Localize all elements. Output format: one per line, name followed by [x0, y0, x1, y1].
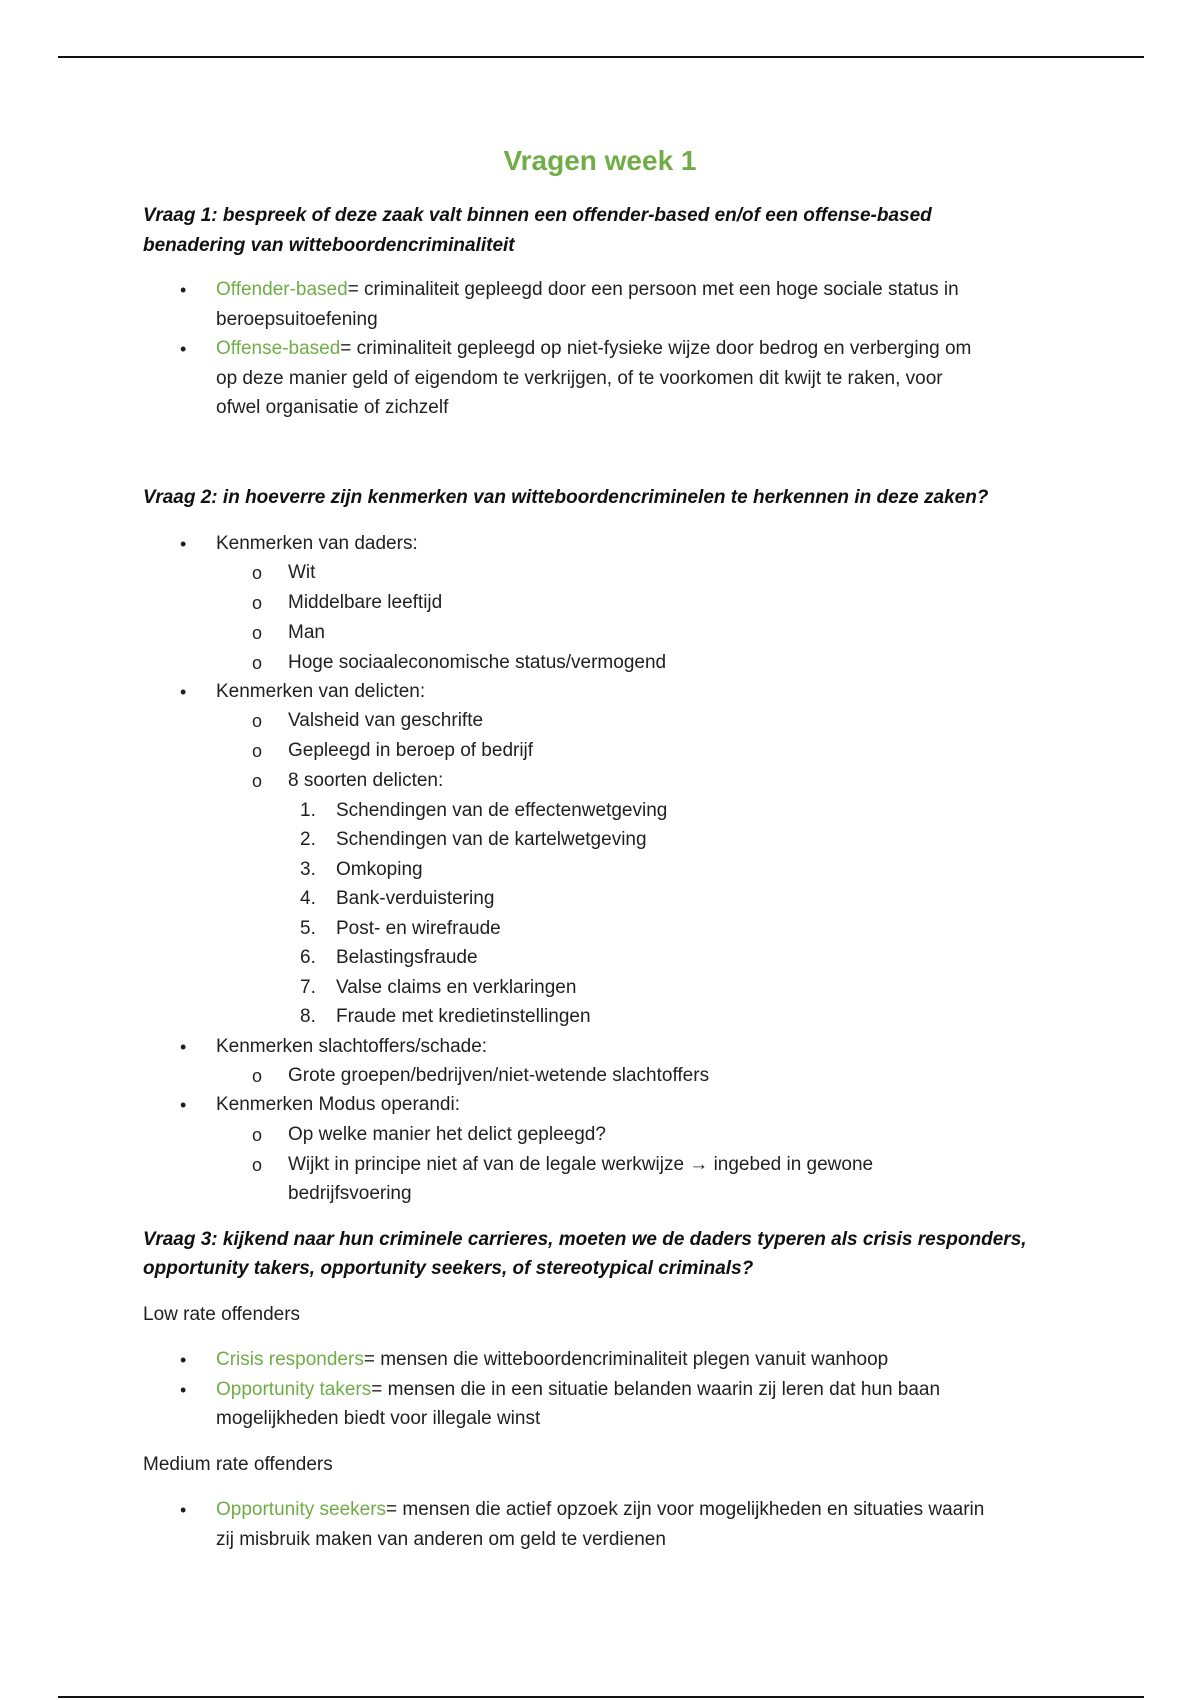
list-number: 3. — [300, 859, 316, 880]
sub-bullet-icon: o — [252, 563, 263, 583]
slachtoffers-label: Kenmerken slachtoffers/schade: — [216, 1036, 488, 1057]
modus-item2-text: Wijkt in principe niet af van de legale werkwijze — [288, 1154, 685, 1175]
q2-question: Vraag 2: in hoeverre zijn kenmerken van witteboordencriminelen te herkennen in deze zaken? — [143, 487, 989, 508]
numbered-item: Schendingen van de kartelwetgeving — [336, 829, 647, 850]
list-number: 2. — [300, 829, 316, 850]
opportunity-takers-line-2: mogelijkheden biedt voor illegale winst — [216, 1408, 541, 1429]
opportunity-seekers-item — [216, 1495, 984, 1525]
bullet-icon — [180, 334, 186, 365]
bullet-icon — [180, 529, 186, 560]
opportunity-takers-text: = mensen die in een situatie belanden waarin zij leren dat hun baan — [371, 1379, 941, 1400]
daders-label: Kenmerken van daders: — [216, 533, 418, 554]
term-offense-based: Offense-based — [216, 338, 341, 359]
footer-rule — [58, 1696, 1144, 1698]
q1-question-line-2: benadering van witteboordencriminaliteit — [143, 235, 515, 256]
list-item — [288, 1150, 873, 1180]
page-title: Vragen week 1 — [503, 145, 697, 176]
opportunity-takers-item — [216, 1375, 940, 1405]
sub-bullet-icon: o — [252, 593, 263, 613]
crisis-responders-text: = mensen die witteboordencriminaliteit plegen vanuit wanhoop — [363, 1349, 889, 1370]
list-number: 4. — [300, 888, 316, 909]
list-item: Grote groepen/bedrijven/niet-wetende slachtoffers — [288, 1065, 710, 1086]
list-item: Hoge sociaaleconomische status/vermogend — [288, 652, 667, 673]
sub-bullet-icon: o — [252, 623, 263, 643]
sub-bullet-icon: o — [252, 1125, 263, 1145]
bullet-icon — [180, 1090, 186, 1121]
list-item: Gepleegd in beroep of bedrijf — [288, 740, 534, 761]
header-rule — [58, 56, 1144, 58]
list-number: 1. — [300, 800, 316, 821]
numbered-item: Omkoping — [336, 859, 423, 880]
q1-item-offense-line-3: ofwel organisatie of zichzelf — [216, 397, 449, 418]
q1-question-line-1: Vraag 1: bespreek of deze zaak valt binnen een offender-based en/of een offense-based — [143, 205, 932, 226]
list-item: Op welke manier het delict gepleegd? — [288, 1124, 606, 1145]
numbered-item: Fraude met kredietinstellingen — [336, 1006, 591, 1027]
list-number: 6. — [300, 947, 316, 968]
crisis-responders-item — [216, 1345, 888, 1375]
list-item: Middelbare leeftijd — [288, 592, 443, 613]
q1-item-offender-line-2: beroepsuitoefening — [216, 309, 378, 330]
numbered-item: Post- en wirefraude — [336, 918, 501, 939]
term-opportunity-takers: Opportunity takers — [216, 1379, 372, 1400]
opportunity-seekers-line-2: zij misbruik maken van anderen om geld te verdienen — [216, 1529, 666, 1550]
list-number: 8. — [300, 1006, 316, 1027]
q3-question-line-1: Vraag 3: kijkend naar hun criminele carrieres, moeten we de daders typeren als crisis responders, — [143, 1229, 1027, 1250]
modus-item2-after: ingebed in gewone — [713, 1154, 874, 1175]
bullet-icon — [180, 1345, 186, 1376]
term-offender-based: Offender-based — [216, 279, 348, 300]
q1-item-offender-text: = criminaliteit gepleegd door een persoon met een hoge sociale status in — [347, 279, 959, 300]
list-number: 5. — [300, 918, 316, 939]
q1-item-offense-line-2: op deze manier geld of eigendom te verkrijgen, of te voorkomen dit kwijt te raken, voor — [216, 368, 943, 389]
numbered-item: Schendingen van de effectenwetgeving — [336, 800, 668, 821]
bullet-icon — [180, 1032, 186, 1063]
q1-item-offense-text: = criminaliteit gepleegd op niet-fysieke wijze door bedrog en verberging om — [340, 338, 972, 359]
bullet-icon — [180, 1495, 186, 1526]
sub-bullet-icon: o — [252, 771, 263, 791]
term-opportunity-seekers: Opportunity seekers — [216, 1499, 387, 1520]
numbered-item: Belastingsfraude — [336, 947, 478, 968]
sub-bullet-icon: o — [252, 1155, 263, 1175]
medium-rate-heading: Medium rate offenders — [143, 1454, 333, 1475]
modus-label: Kenmerken Modus operandi: — [216, 1094, 460, 1115]
list-item: Wit — [288, 562, 316, 583]
list-item: 8 soorten delicten: — [288, 770, 444, 791]
q3-question-line-2: opportunity takers, opportunity seekers, of stereotypical criminals? — [143, 1258, 754, 1279]
list-item: Valsheid van geschrifte — [288, 710, 484, 731]
low-rate-heading: Low rate offenders — [143, 1304, 301, 1325]
q1-item-offense — [216, 334, 971, 364]
bullet-icon — [180, 275, 186, 306]
bullet-icon — [180, 677, 186, 708]
numbered-item: Valse claims en verklaringen — [336, 977, 577, 998]
bullet-icon — [180, 1375, 186, 1406]
list-item-continuation: bedrijfsvoering — [288, 1183, 412, 1204]
list-number: 7. — [300, 977, 316, 998]
arrow-right-icon: → — [689, 1154, 709, 1175]
sub-bullet-icon: o — [252, 741, 263, 761]
list-item: Man — [288, 622, 325, 643]
sub-bullet-icon: o — [252, 653, 263, 673]
delicten-label: Kenmerken van delicten: — [216, 681, 426, 702]
sub-bullet-icon: o — [252, 1066, 263, 1086]
opportunity-seekers-text: = mensen die actief opzoek zijn voor mogelijkheden en situaties waarin — [386, 1499, 985, 1520]
sub-bullet-icon: o — [252, 711, 263, 731]
term-crisis-responders: Crisis responders — [216, 1349, 364, 1370]
numbered-item: Bank-verduistering — [336, 888, 495, 909]
q1-item-offender — [216, 275, 959, 305]
